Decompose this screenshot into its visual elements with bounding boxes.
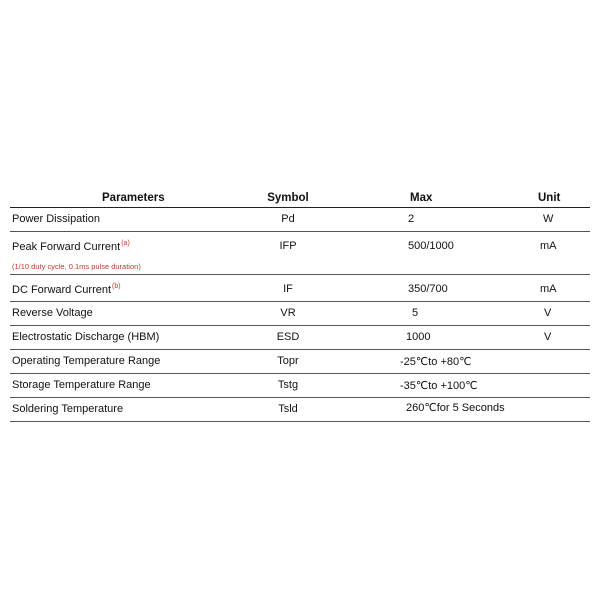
footnote-marker: (a) <box>121 240 130 247</box>
parameter-cell <box>12 240 130 253</box>
table-row <box>10 232 590 275</box>
header-unit: Unit <box>538 192 561 204</box>
parameter-cell: Electrostatic Discharge (HBM) <box>12 331 160 343</box>
parameter-cell: Soldering Temperature <box>12 403 124 415</box>
symbol-cell: IFP <box>279 240 297 252</box>
parameter-cell <box>12 283 121 296</box>
header-symbol: Symbol <box>267 192 309 204</box>
table-header-row <box>10 191 590 208</box>
parameter-cell: Reverse Voltage <box>12 307 93 319</box>
parameter-label: Peak Forward Current <box>12 241 121 253</box>
symbol-cell: Tsld <box>278 403 298 415</box>
pulse-condition-note: (1/10 duty cycle, 0.1ms pulse duration) <box>12 262 141 271</box>
unit-cell: W <box>543 213 554 225</box>
unit-cell: V <box>544 331 552 343</box>
symbol-cell: IF <box>283 283 293 295</box>
max-cell: -35℃to +100℃ <box>400 380 478 392</box>
parameter-label: DC Forward Current <box>12 284 112 296</box>
parameter-cell: Storage Temperature Range <box>12 379 151 391</box>
absolute-max-ratings-table <box>10 191 590 422</box>
symbol-cell: Topr <box>277 355 299 367</box>
max-cell: 5 <box>412 307 419 319</box>
table-row <box>10 374 590 398</box>
symbol-cell: ESD <box>276 331 300 343</box>
header-parameters: Parameters <box>102 192 165 204</box>
symbol-cell: VR <box>280 307 296 319</box>
max-cell: 1000 <box>406 331 431 343</box>
parameter-cell: Power Dissipation <box>12 213 101 225</box>
max-cell: 260℃for 5 Seconds <box>406 402 505 414</box>
unit-cell: mA <box>540 240 557 252</box>
symbol-cell: Tstg <box>277 379 299 391</box>
symbol-cell: Pd <box>281 213 295 225</box>
unit-cell: V <box>544 307 552 319</box>
max-cell: 500/1000 <box>408 240 454 252</box>
table-row <box>10 326 590 350</box>
footnote-marker: (b) <box>112 283 121 290</box>
table-row <box>10 302 590 326</box>
max-cell: -25℃to +80℃ <box>400 356 472 368</box>
max-cell: 2 <box>408 213 415 225</box>
unit-cell: mA <box>540 283 557 295</box>
header-max: Max <box>410 192 433 204</box>
parameter-cell: Operating Temperature Range <box>12 355 161 367</box>
max-cell: 350/700 <box>408 283 448 295</box>
table-row <box>10 208 590 232</box>
table-row <box>10 350 590 374</box>
table-row <box>10 275 590 302</box>
table-row <box>10 398 590 422</box>
